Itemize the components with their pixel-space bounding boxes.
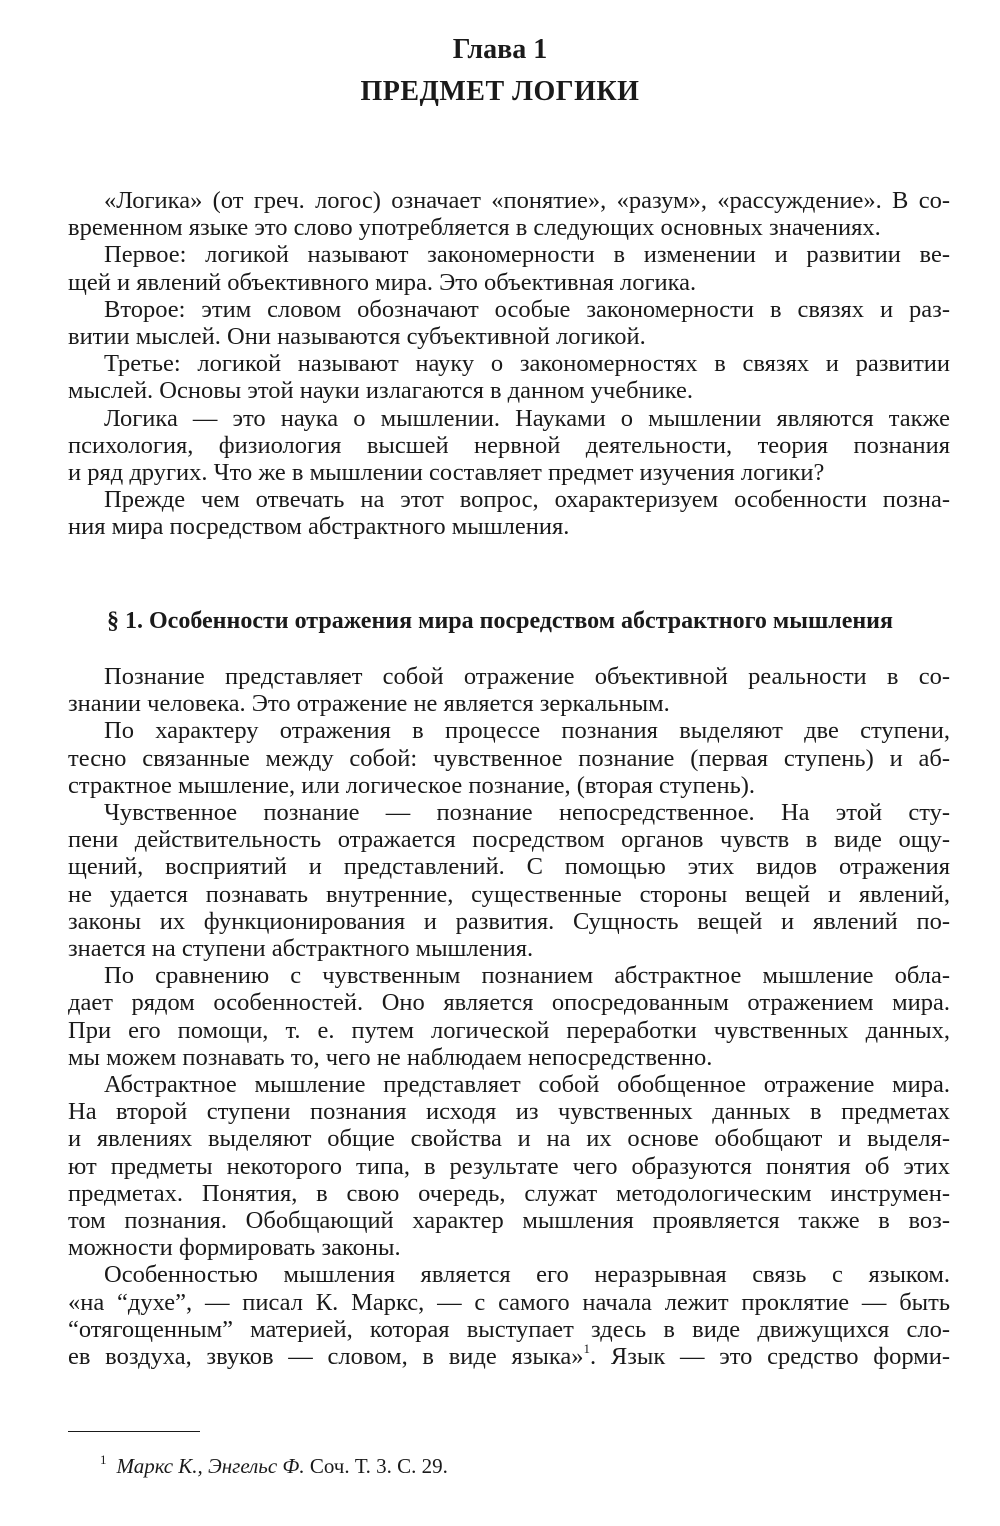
text-line [68,1343,950,1370]
paragraph [68,296,950,350]
text-line: дает рядом особенностей. Оно является опосредованным отражением мира. [68,989,950,1017]
paragraph [68,405,950,487]
text-line: Первое: логикой называют закономерности в изменении и развитии ве- [104,241,950,269]
text-line: На второй ступени познания исходя из чувственных данных в предметах [68,1098,950,1126]
text-line: пени действительность отражается посредством органов чувств в виде ощу- [68,826,950,854]
text-line: тесно связанные между собой: чувственное познание (первая ступень) и аб- [68,744,950,772]
footnote-authors: Маркс К., Энгельс Ф. [116,1454,305,1478]
text-line: психология, физиология высшей нервной деятельности, теория познания [68,431,950,459]
paragraph [68,187,950,241]
text-line: “отягощенным” материей, которая выступает здесь в виде движущихся сло- [68,1315,950,1343]
text-fragment: . Язык — это средство форми- [590,1343,951,1371]
text-line: можности формировать законы. [68,1234,401,1262]
paragraph [68,962,950,1071]
text-line: ют предметы некоторого типа, в результате чего образуются понятия об этих [68,1152,950,1180]
text-fragment: ев воздуха, звуков — словом, в виде языка» [68,1343,584,1371]
text-line: Абстрактное мышление представляет собой обобщенное отражение мира. [104,1071,950,1099]
paragraph [68,486,950,540]
text-line: Третье: логикой называют науку о закономерностях в связях и развитии [104,350,950,378]
text-line: законы их функционирования и развития. Сущность вещей и явлений по- [68,907,950,935]
footnote-divider [68,1431,200,1432]
chapter-title: ПРЕДМЕТ ЛОГИКИ [360,76,640,107]
intro-text [68,187,950,541]
footnote-mark: 1 [100,1452,107,1467]
text-line: Прежде чем отвечать на этот вопрос, охарактеризуем особенности позна- [104,486,950,514]
text-line: мы можем познавать то, чего не наблюдаем непосредственно. [68,1043,713,1071]
paragraph [68,241,950,295]
paragraph [68,1261,950,1370]
text-line: «Логика» (от греч. логос) означает «понятие», «разум», «рассуждение». В со- [104,187,950,214]
text-line: «на “духе”, — писал К. Маркс, — с самого начала лежит проклятие — быть [68,1288,950,1316]
text-line: Чувственное познание — познание непосредственное. На этой сту- [104,799,950,827]
text-line: мыслей. Основы этой науки излагаются в данном учебнике. [68,377,694,405]
text-line: Особенностью мышления является его неразрывная связь с языком. [104,1261,950,1289]
text-line: ния мира посредством абстрактного мышления. [68,513,570,541]
text-line: страктное мышление, или логическое познание, (вторая ступень). [68,771,756,799]
text-line: не удается познавать внутренние, существенные стороны вещей и явлений, [68,880,950,908]
paragraph [68,350,950,404]
text-line: щей и явлений объективного мира. Это объективная логика. [68,268,697,296]
text-line: знании человека. Это отражение не является зеркальным. [68,690,670,718]
paragraph [68,799,950,962]
paragraph [68,1071,950,1261]
text-line: Познание представляет собой отражение объективной реальности в со- [104,663,950,690]
text-line: предметах. Понятия, в свою очередь, служат методологическим инструмен- [68,1179,950,1207]
paragraph [68,663,950,717]
text-line: По сравнению с чувственным познанием абстрактное мышление обла- [104,962,950,990]
text-line: При его помощи, т. е. путем логической переработки чувственных данных, [68,1016,950,1044]
section-text [68,663,950,1370]
section-heading: § 1. Особенности отражения мира посредством абстрактного мышления [107,608,893,634]
paragraph [68,717,950,799]
text-line: Второе: этим словом обозначают особые закономерности в связях и раз- [104,295,950,323]
footnote-reference[interactable]: 1 [583,1341,591,1357]
text-line: том познания. Обобщающий характер мышления проявляется также в воз- [68,1207,950,1235]
text-line: и ряд других. Что же в мышлении составляет предмет изучения логики? [68,459,825,487]
text-line: щений, восприятий и представлений. С помощью этих видов отражения [68,853,950,881]
chapter-label: Глава 1 [452,34,548,65]
text-line: Логика — это наука о мышлении. Науками о мышлении являются также [104,404,950,432]
footnote [100,1446,448,1480]
footnote-citation: Соч. Т. 3. С. 29. [309,1454,448,1478]
text-line: По характеру отражения в процессе познания выделяют две ступени, [104,717,950,745]
text-line: знается на ступени абстрактного мышления. [68,935,534,963]
text-line: временном языке это слово употребляется в следующих основных значениях. [68,214,881,242]
text-line: витии мыслей. Они называются субъективной логикой. [68,323,646,351]
text-line: и явлениях выделяют общие свойства и на их основе обобщают и выделя- [68,1125,950,1153]
